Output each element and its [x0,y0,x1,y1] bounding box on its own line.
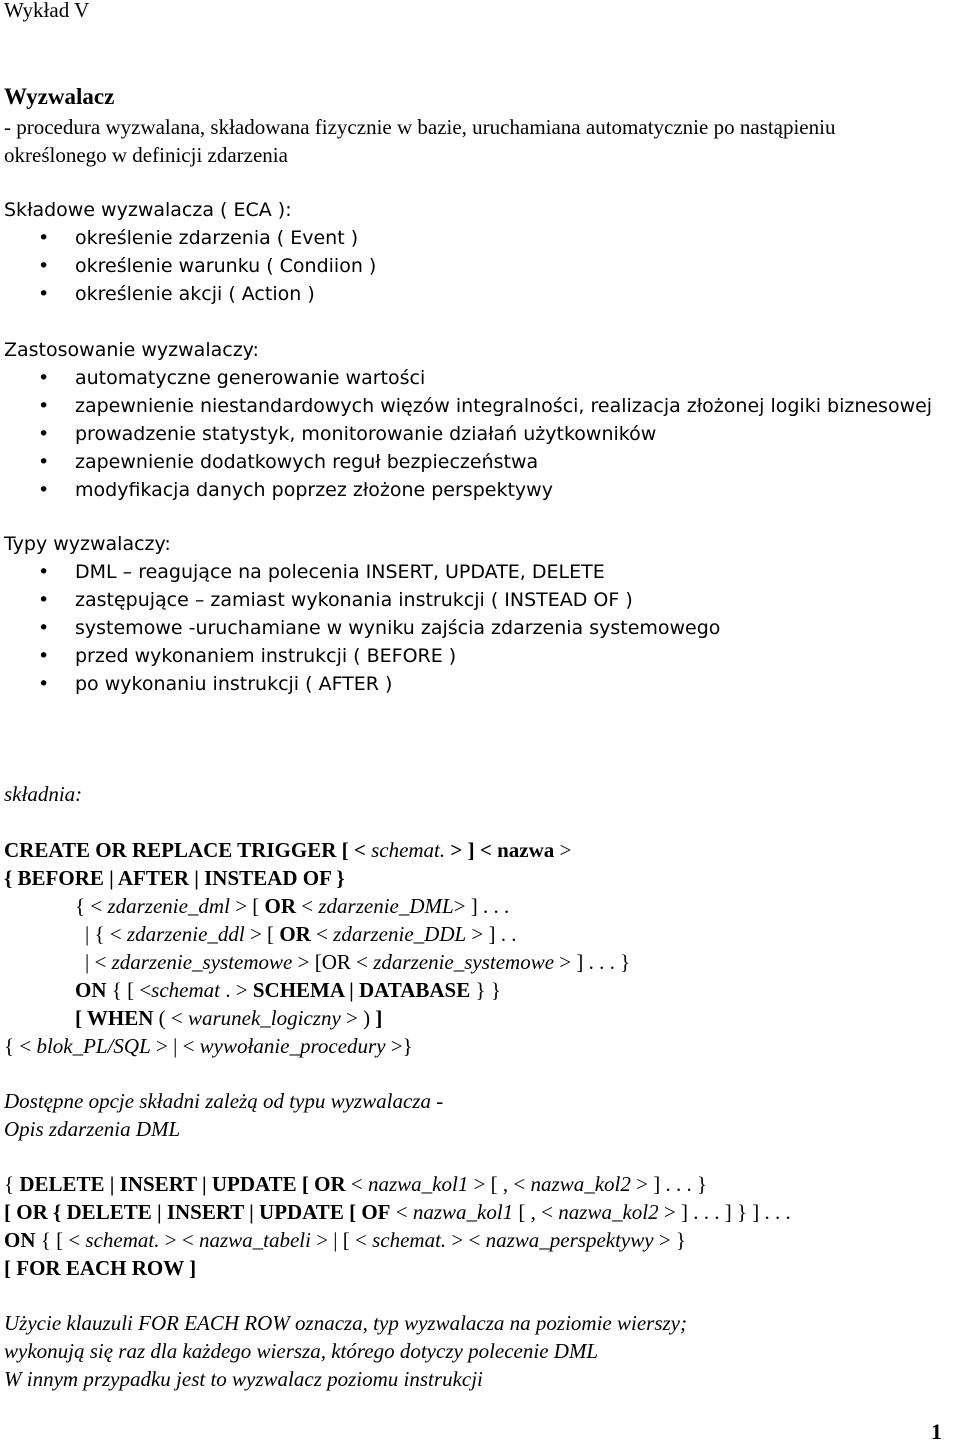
dml-line-4: [ FOR EACH ROW ] [4,1256,197,1280]
syntax-line-system: | < zdarzenie_systemowe > [OR < zdarzenie_systemowe > ] . . . } [85,950,631,974]
bullet-icon: • [38,423,50,445]
syntax-line-ddl: | { < zdarzenie_ddl > [ OR < zdarzenie_DDL > ] . . [85,922,517,946]
syntax-label: składnia: [4,782,83,806]
components-label: Składowe wyzwalacza ( ECA ): [4,199,292,221]
definition-line-1: - procedura wyzwalana, składowana fizycznie w bazie, uruchamiana automatycznie po nastąpieniu [4,115,836,139]
syntax-line-body: { < blok_PL/SQL > | < wywołanie_procedury >} [4,1034,413,1058]
footer-note-3: W innym przypadku jest to wyzwalacz poziomu instrukcji [4,1367,483,1391]
dml-note-1: Dostępne opcje składni zależą od typu wyzwalacza - [4,1089,444,1113]
bullet-icon: • [38,645,50,667]
syntax-line-when: [ WHEN ( < warunek_logiczny > ) ] [75,1006,383,1030]
bullet-icon: • [38,673,50,695]
footer-note-2: wykonują się raz dla każdego wiersza, którego dotyczy polecenie DML [4,1339,599,1363]
bullet-icon: • [38,255,50,277]
bullet-icon: • [38,227,50,249]
dml-line-3: ON { [ < schemat. > < nazwa_tabeli > | [ < schemat. > < nazwa_perspektywy > } [4,1228,687,1252]
types-label: Typy wyzwalaczy: [4,533,171,555]
bullet-icon: • [38,617,50,639]
bullet-icon: • [38,283,50,305]
footer-note-1: Użycie klauzuli FOR EACH ROW oznacza, typ wyzwalacza na poziomie wierszy; [4,1311,687,1335]
syntax-line-timing: { BEFORE | AFTER | INSTEAD OF } [4,866,345,890]
bullet-icon: • [38,589,50,611]
bullet-icon: • [38,561,50,583]
usage-label: Zastosowanie wyzwalaczy: [4,339,259,361]
dml-line-1: { DELETE | INSERT | UPDATE [ OR < nazwa_kol1 > [ , < nazwa_kol2 > ] . . . } [4,1172,708,1196]
section-heading: Wyzwalacz [4,84,115,109]
dml-line-2: [ OR { DELETE | INSERT | UPDATE [ OF < nazwa_kol1 [ , < nazwa_kol2 > ] . . . ] } ] . . . [4,1200,791,1224]
bullet-icon: • [38,395,50,417]
syntax-line-on: ON { [ <schemat . > SCHEMA | DATABASE } } [75,978,501,1002]
definition-line-2: określonego w definicji zdarzenia [4,143,288,167]
bullet-icon: • [38,451,50,473]
document-header-title: Wykład V [4,0,90,22]
syntax-line-create: CREATE OR REPLACE TRIGGER [ < schemat. > ] < nazwa > [4,838,572,862]
dml-note-2: Opis zdarzenia DML [4,1117,181,1141]
bullet-icon: • [38,367,50,389]
syntax-line-dml: { < zdarzenie_dml > [ OR < zdarzenie_DML> ] . . . [75,894,510,918]
bullet-icon: • [38,479,50,501]
page-number: 1 [931,1419,942,1444]
